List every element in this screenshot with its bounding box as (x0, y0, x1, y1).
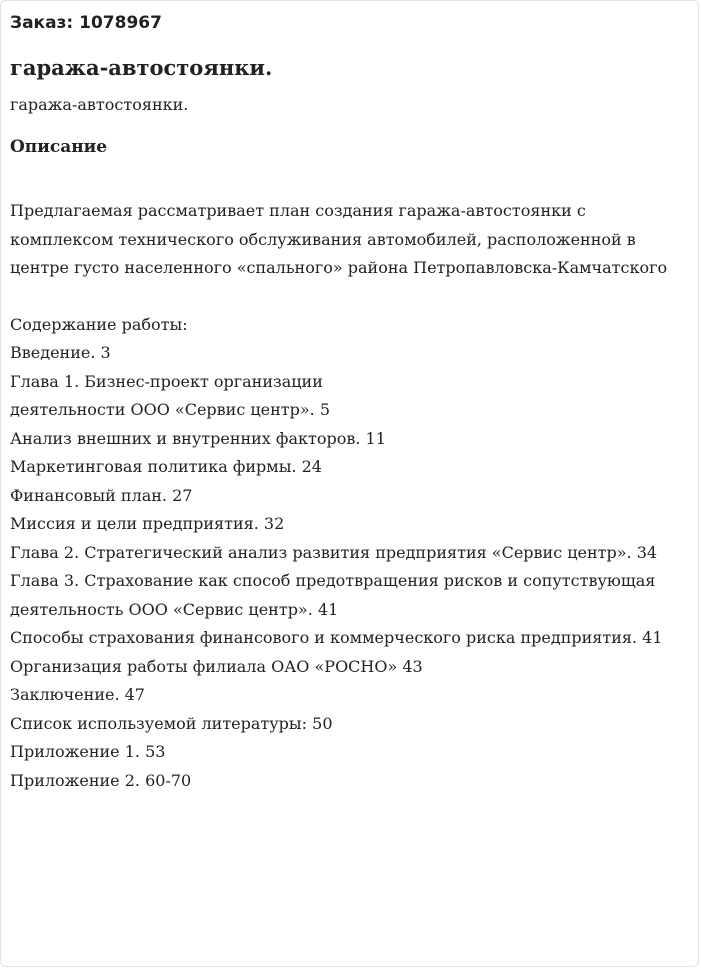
contents-item: Введение. 3 (10, 343, 111, 362)
contents-item: деятельности ООО «Сервис центр». 5 (10, 400, 331, 419)
contents-list (10, 339, 690, 795)
contents-item: Глава 1. Бизнес-проект организации (10, 371, 323, 391)
contents-heading: Содержание работы: (10, 314, 188, 334)
contents-item: Заключение. 47 (10, 685, 145, 704)
contents-item: Список используемой литературы: 50 (10, 713, 333, 733)
order-number: Заказ: 1078967 (10, 13, 162, 33)
description-heading: Описание (10, 137, 108, 157)
contents-item: Анализ внешних и внутренних факторов. 11 (10, 428, 386, 448)
contents-item: Глава 3. Страхование как способ предотвращения рисков и сопутствующая деятельность ООО «Сервис центр». 41 (10, 571, 656, 619)
contents-item: Способы страхования финансового и коммерческого риска предприятия. 41 (10, 628, 663, 647)
description-text: Предлагаемая рассматривает план создания гаража-автостоянки с комплексом технического обслуживания автомобилей, расположенной в центре густо населенного «спального» района Петропавловска-Камчатского (10, 201, 668, 277)
contents-item: Миссия и цели предприятия. 32 (10, 514, 285, 533)
contents-item: Приложение 2. 60-70 (10, 770, 192, 790)
subtitle: гаража-автостоянки. (10, 95, 189, 114)
contents-item: Приложение 1. 53 (10, 742, 166, 761)
page-title: гаража-автостоянки. (10, 55, 273, 80)
contents-item: Финансовый план. 27 (10, 485, 193, 505)
contents-item: Организация работы филиала ОАО «РОСНО» 43 (10, 656, 423, 676)
contents-item: Маркетинговая политика фирмы. 24 (10, 457, 322, 476)
contents-item: Глава 2. Стратегический анализ развития предприятия «Сервис центр». 34 (10, 542, 658, 562)
document-content (10, 11, 690, 795)
